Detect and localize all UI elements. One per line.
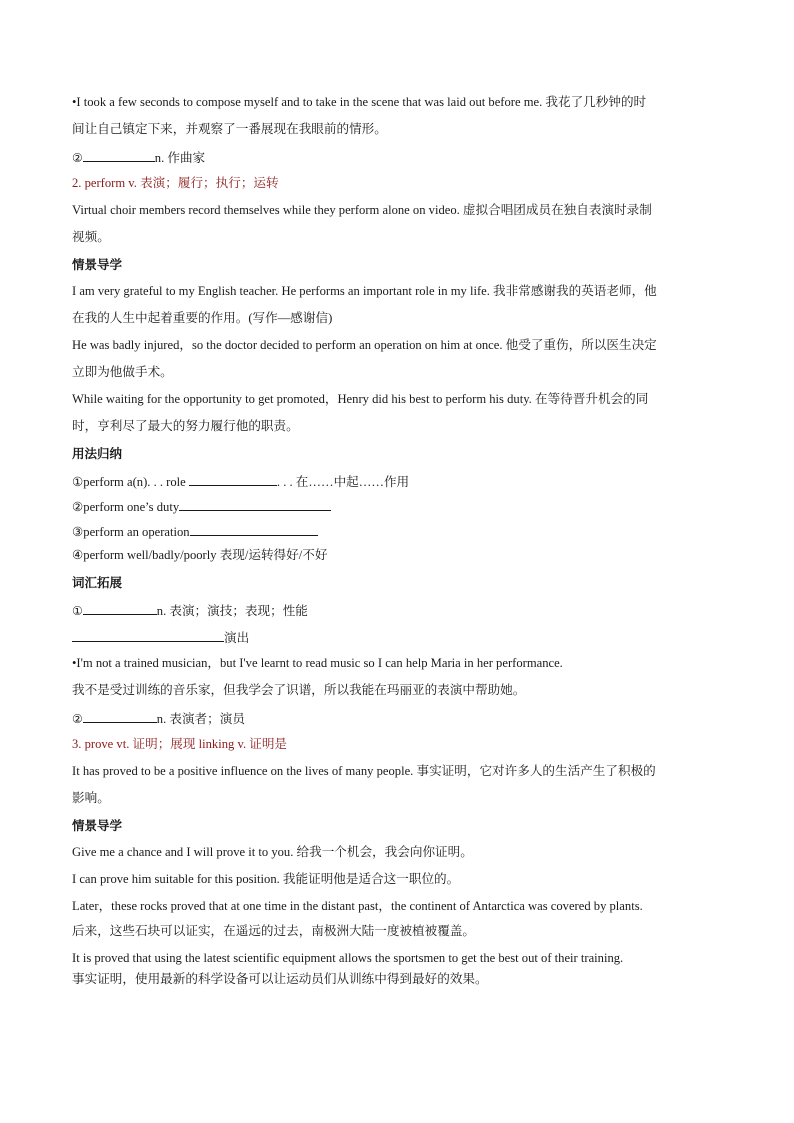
vocab-heading-perform: 2. perform v. 表演；履行；执行；运转 bbox=[72, 176, 279, 190]
item-definition: n. 表演者；演员 bbox=[156, 712, 245, 726]
answer-blank[interactable] bbox=[179, 498, 331, 511]
usage-item bbox=[72, 523, 724, 548]
item-definition: n. 表演；演技；表现；性能 bbox=[156, 604, 308, 618]
section-label: 词汇拓展 bbox=[72, 575, 123, 590]
example-translation: 事实证明，使用最新的科学设备可以让运动员们从训练中得到最好的效果。 bbox=[72, 972, 488, 986]
usage-item bbox=[72, 498, 724, 523]
section-label: 情景导学 bbox=[72, 257, 123, 272]
answer-blank[interactable] bbox=[72, 629, 224, 642]
vocab-heading-prove: 3. prove vt. 证明；展现 linking v. 证明是 bbox=[72, 737, 288, 751]
item-number: ② bbox=[72, 712, 83, 726]
fill-blank-item bbox=[72, 710, 724, 737]
fill-blank-item bbox=[72, 149, 724, 176]
answer-blank[interactable] bbox=[189, 473, 277, 486]
usage-phrase: ③perform an operation bbox=[72, 525, 190, 539]
fill-blank-item bbox=[72, 602, 724, 629]
usage-phrase: ②perform one’s duty bbox=[72, 500, 180, 514]
answer-blank[interactable] bbox=[83, 710, 157, 723]
example-sentence: •I took a few seconds to compose myself and to take in the scene that was laid out before me. 我花了几秒钟的时 bbox=[72, 95, 647, 109]
usage-meaning: . . . 在……中起……作用 bbox=[276, 475, 410, 489]
item-number: ② bbox=[72, 151, 83, 165]
document-page bbox=[72, 95, 724, 999]
section-label: 情景导学 bbox=[72, 818, 123, 833]
usage-item bbox=[72, 473, 724, 498]
example-sentence: It is proved that using the latest scientific equipment allows the sportsmen to get the best out of their training. bbox=[72, 951, 624, 965]
example-translation: 后来，这些石块可以证实，在遥远的过去，南极洲大陆一度被植被覆盖。 bbox=[72, 924, 475, 938]
answer-blank[interactable] bbox=[83, 149, 155, 162]
item-definition: n. 作曲家 bbox=[154, 151, 206, 165]
example-sentence: I am very grateful to my English teacher. He performs an important role in my life. 我非常感谢我的英语老师，他 bbox=[72, 284, 657, 298]
example-translation: 我不是受过训练的音乐家，但我学会了识谱，所以我能在玛丽亚的表演中帮助她。 bbox=[72, 683, 526, 697]
answer-blank[interactable] bbox=[190, 523, 318, 536]
fill-blank-item bbox=[72, 629, 724, 656]
example-sentence: •I'm not a trained musician，but I've learnt to read music so I can help Maria in her performance. bbox=[72, 656, 563, 670]
example-translation: 时，亨利尽了最大的努力履行他的职责。 bbox=[72, 419, 299, 433]
example-sentence: I can prove him suitable for this position. 我能证明他是适合这一职位的。 bbox=[72, 872, 460, 886]
example-sentence: He was badly injured，so the doctor decided to perform an operation on him at once. 他受了重伤，所以医生决定 bbox=[72, 338, 657, 352]
example-sentence: While waiting for the opportunity to get promoted，Henry did his best to perform his duty. 在等待晋升机会的同 bbox=[72, 392, 649, 406]
answer-blank[interactable] bbox=[83, 602, 157, 615]
example-translation: 在我的人生中起着重要的作用。(写作—感谢信) bbox=[72, 311, 333, 325]
example-translation: 立即为他做手术。 bbox=[72, 365, 173, 379]
item-number: ① bbox=[72, 604, 83, 618]
usage-item: ④perform well/badly/poorly 表现/运转得好/不好 bbox=[72, 548, 328, 562]
example-sentence: Later，these rocks proved that at one time in the distant past，the continent of Antarctica was covered by plants. bbox=[72, 899, 643, 913]
usage-phrase: ①perform a(n). . . role bbox=[72, 475, 186, 489]
item-definition: 演出 bbox=[224, 631, 250, 645]
example-translation: 影响。 bbox=[72, 791, 110, 805]
example-sentence: Virtual choir members record themselves while they perform alone on video. 虚拟合唱团成员在独自表演时录制 bbox=[72, 203, 652, 217]
example-translation: 间让自己镇定下来，并观察了一番展现在我眼前的情形。 bbox=[72, 122, 387, 136]
example-sentence: It has proved to be a positive influence on the lives of many people. 事实证明，它对许多人的生活产生了积极的 bbox=[72, 764, 656, 778]
section-label: 用法归纳 bbox=[72, 446, 123, 461]
example-sentence: Give me a chance and I will prove it to you. 给我一个机会，我会向你证明。 bbox=[72, 845, 473, 859]
example-translation: 视频。 bbox=[72, 230, 110, 244]
